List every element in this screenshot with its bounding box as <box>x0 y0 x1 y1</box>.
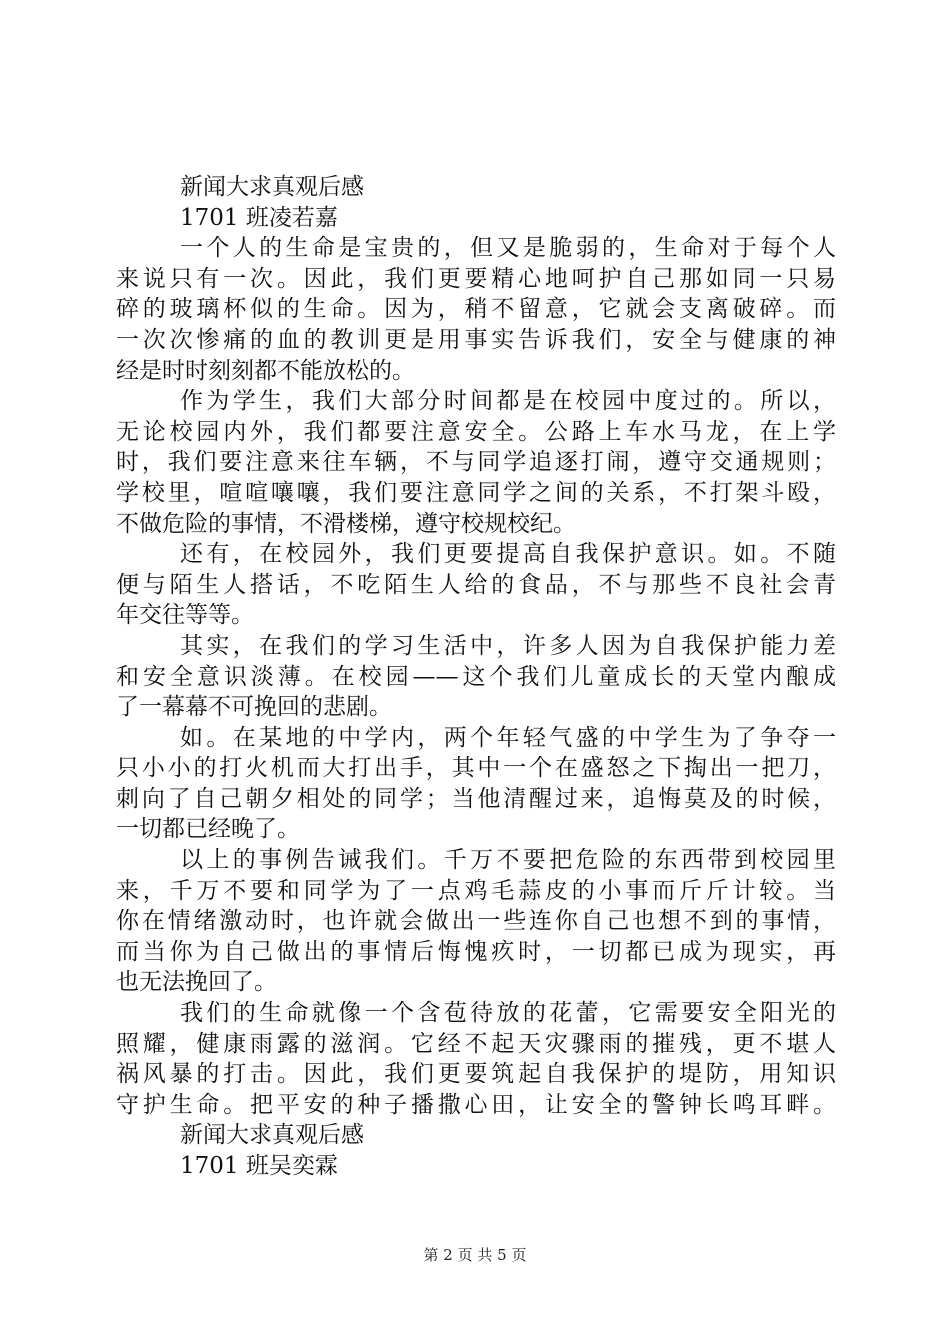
text-line: 你在情绪激动时，也许就会做出一些连你自己也想不到的事情， <box>116 908 836 935</box>
text-line: 还有，在校园外，我们更要提高自我保护意识。如。不随 <box>180 541 836 568</box>
text-line: 来，千万不要和同学为了一点鸡毛蒜皮的小事而斤斤计较。当 <box>116 877 836 904</box>
text-line: 学校里，喧喧嚷嚷，我们要注意同学之间的关系，不打架斗殴， <box>116 479 836 506</box>
text-line: 和安全意识淡薄。在校园——这个我们儿童成长的天堂内酿成 <box>116 663 836 690</box>
text-line: 一次次惨痛的血的教训更是用事实告诉我们，安全与健康的神 <box>116 326 836 353</box>
text-line: 1701 班凌若嘉 <box>180 204 338 231</box>
text-line: 守护生命。把平安的种子播撒心田，让安全的警钟长鸣耳畔。 <box>116 1091 836 1118</box>
text-line: 1701 班吴奕霖 <box>180 1153 338 1179</box>
text-line: 照耀，健康雨露的滋润。它经不起天灾骤雨的摧残，更不堪人 <box>116 1030 836 1057</box>
text-line: 我们的生命就像一个含苞待放的花蕾，它需要安全阳光的 <box>180 1000 836 1027</box>
text-line: 时，我们要注意来往车辆，不与同学追逐打闹，遵守交通规则； <box>116 449 836 476</box>
text-line: 无论校园内外，我们都要注意安全。公路上车水马龙，在上学 <box>116 418 836 445</box>
text-line: 年交往等等。 <box>116 602 254 629</box>
text-line: 新闻大求真观后感 <box>180 1122 364 1149</box>
text-line: 作为学生，我们大部分时间都是在校园中度过的。所以， <box>180 388 836 415</box>
text-line: 了一幕幕不可挽回的悲剧。 <box>116 694 392 721</box>
text-line: 而当你为自己做出的事情后悔愧疚时，一切都已成为现实，再 <box>116 938 836 965</box>
text-line: 来说只有一次。因此，我们更要精心地呵护自己那如同一只易 <box>116 265 836 292</box>
text-line: 也无法挽回了。 <box>116 969 277 996</box>
text-line: 以上的事例告诫我们。千万不要把危险的东西带到校园里 <box>180 847 836 874</box>
text-line: 祸风暴的打击。因此，我们更要筑起自我保护的堤防，用知识 <box>116 1061 836 1088</box>
text-line: 刺向了自己朝夕相处的同学；当他清醒过来，追悔莫及的时候， <box>116 785 836 812</box>
text-line: 不做危险的事情，不滑楼梯，遵守校规校纪。 <box>116 510 576 537</box>
text-line: 一切都已经晚了。 <box>116 816 300 843</box>
text-line: 碎的玻璃杯似的生命。因为，稍不留意，它就会支离破碎。而 <box>116 296 836 323</box>
text-line: 只小小的打火机而大打出手，其中一个在盛怒之下掏出一把刀， <box>116 755 836 782</box>
text-line: 便与陌生人搭话，不吃陌生人给的食品，不与那些不良社会青 <box>116 571 836 598</box>
text-line: 如。在某地的中学内，两个年轻气盛的中学生为了争夺一 <box>180 724 836 751</box>
page-footer: 第 2 页 共 5 页 <box>423 1246 527 1264</box>
text-line: 一个人的生命是宝贵的，但又是脆弱的，生命对于每个人 <box>180 235 836 262</box>
text-line: 其实，在我们的学习生活中，许多人因为自我保护能力差 <box>180 632 836 659</box>
document-body <box>116 172 836 1182</box>
text-line: 新闻大求真观后感 <box>180 174 364 200</box>
text-line: 经是时时刻刻都不能放松的。 <box>116 357 415 384</box>
